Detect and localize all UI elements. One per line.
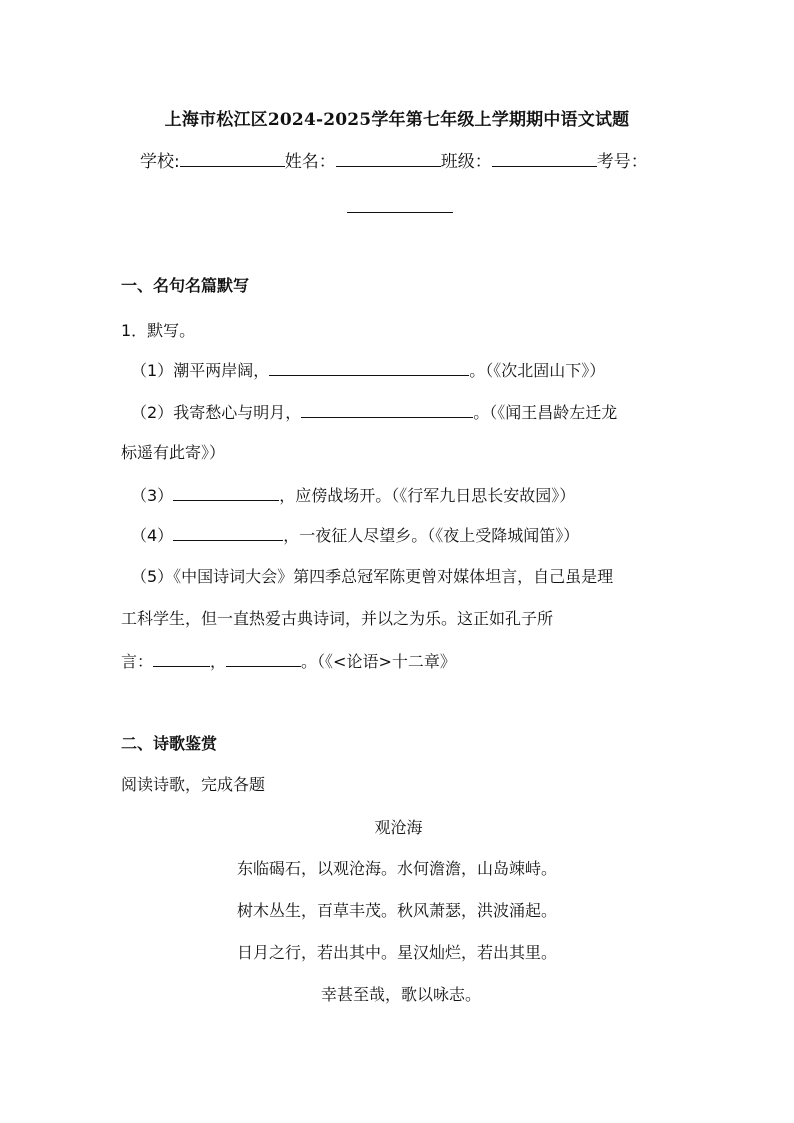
exam-title: 上海市松江区2024-2025学年第七年级上学期期中语文试题 (164, 110, 630, 130)
item-number: （3） (131, 486, 174, 505)
school-blank[interactable] (180, 148, 285, 167)
name-blank[interactable] (336, 148, 441, 167)
exam-no-blank-wrap (347, 194, 453, 217)
answer-blank-4[interactable] (173, 522, 283, 541)
poem-line: 东临碣石，以观沧海。水何澹澹，山岛竦峙。 (236, 859, 557, 878)
class-blank[interactable] (492, 148, 597, 167)
poem-line: 日月之行，若出其中。星汉灿烂，若出其里。 (236, 943, 557, 962)
item-text: ，应傍战场开。（《行军九日思长安故园》） (279, 486, 576, 505)
poem-line: 树木丛生，百草丰茂。秋风萧瑟，洪波涌起。 (236, 901, 557, 920)
answer-blank-2[interactable] (301, 399, 473, 418)
item-text: 潮平两岸阔， (173, 361, 270, 380)
question-1-label: 1．默写。 (121, 321, 196, 340)
item-2 (131, 399, 617, 423)
item-4 (131, 522, 579, 546)
item-text: 我寄愁心与明月， (173, 403, 302, 422)
poem-line: 幸甚至哉，歌以咏志。 (320, 985, 481, 1004)
item-5-line-3 (121, 648, 456, 672)
item-text: ， (210, 652, 227, 671)
exam-no-label: 考号： (596, 152, 648, 172)
answer-blank-1[interactable] (269, 357, 469, 376)
item-2-continued: 标遥有此寄》） (121, 443, 226, 462)
name-label: 姓名： (284, 152, 336, 172)
item-text: 言： (121, 652, 154, 671)
class-label: 班级： (440, 152, 492, 172)
section-1-heading: 一、名句名篇默写 (121, 276, 250, 295)
item-text: ，一夜征人尽望乡。（《夜上受降城闻笛》） (283, 526, 580, 545)
answer-blank-3[interactable] (173, 482, 279, 501)
section-2-heading: 二、诗歌鉴赏 (121, 734, 218, 753)
student-info-row (140, 147, 648, 172)
item-source: 。（《<论语>十二章》 (301, 652, 456, 671)
item-5-line-2: 工科学生，但一直热爱古典诗词，并以之为乐。这正如孔子所 (121, 609, 554, 628)
section-2-intro: 阅读诗歌，完成各题 (121, 775, 266, 794)
exam-no-blank[interactable] (347, 194, 453, 213)
answer-blank-5b[interactable] (226, 648, 301, 667)
poem-title: 观沧海 (374, 818, 423, 837)
school-label: 学校: (140, 152, 180, 172)
item-number: （2） (131, 403, 174, 422)
answer-blank-5a[interactable] (153, 648, 210, 667)
item-number: （4） (131, 526, 174, 545)
item-source: 。（《次北固山下》） (469, 361, 606, 380)
item-5-line-1: （5）《中国诗词大会》第四季总冠军陈更曾对媒体坦言，自己虽是理 (131, 567, 614, 586)
item-3 (131, 482, 575, 506)
item-number: （1） (131, 361, 174, 380)
item-source: 。（《闻王昌龄左迁龙 (473, 403, 618, 422)
item-1 (131, 357, 605, 381)
